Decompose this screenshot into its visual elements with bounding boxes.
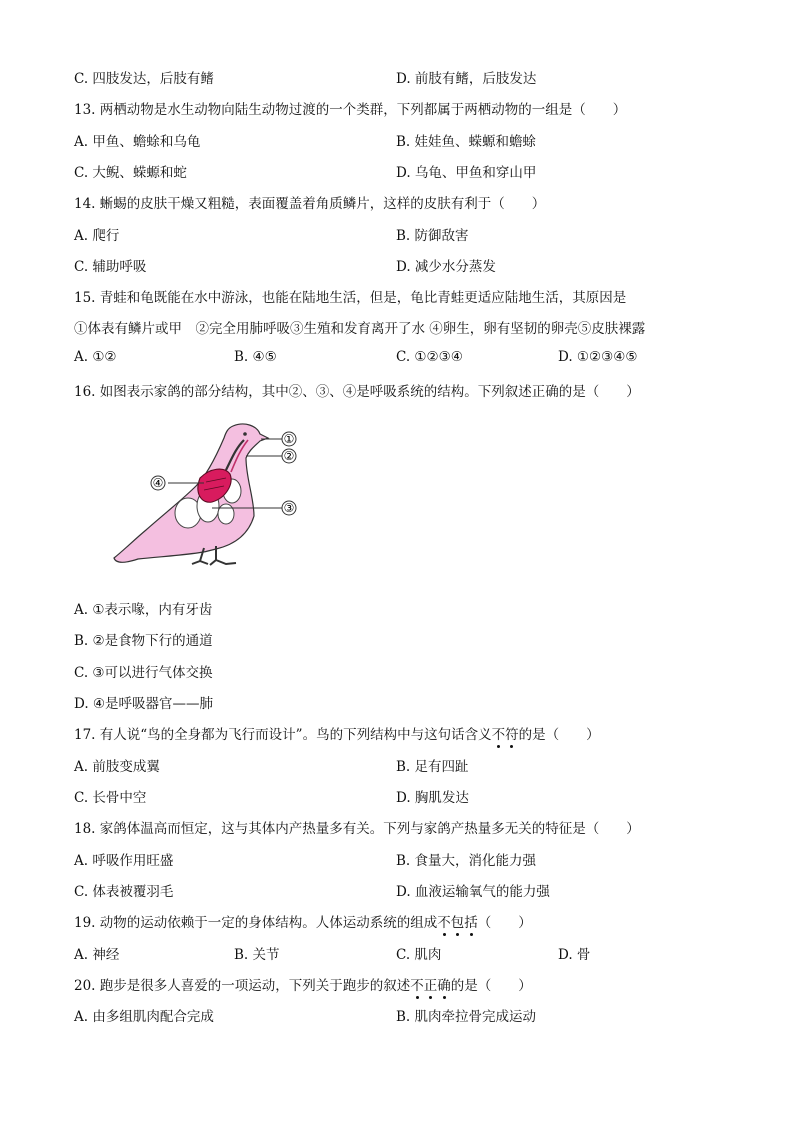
- q15-option-d: D. ①②③④⑤: [558, 349, 638, 365]
- q13-option-b: B. 娃娃鱼、蝾螈和蟾蜍: [396, 134, 537, 150]
- q16-option-b: B. ②是食物下行的通道: [74, 633, 213, 649]
- q15-option-a: A. ①②: [74, 349, 117, 365]
- q16-option-c: C. ③可以进行气体交换: [74, 665, 213, 681]
- q18-option-a: A. 呼吸作用旺盛: [74, 853, 174, 869]
- q15-stem: 15. 青蛙和龟既能在水中游泳，也能在陆地生活，但是，龟比青蛙更适应陆地生活，其原因是: [74, 290, 627, 306]
- q14-option-d: D. 减少水分蒸发: [396, 259, 496, 275]
- pigeon-eye: [243, 432, 247, 436]
- q18-option-d: D. 血液运输氧气的能力强: [396, 884, 550, 900]
- air-sac: [218, 504, 234, 524]
- q19-option-d: D. 骨: [558, 947, 591, 963]
- q13-stem: 13. 两栖动物是水生动物向陆生动物过渡的一个类群，下列都属于两栖动物的一组是（ ）: [74, 102, 627, 118]
- q16-stem: 16. 如图表示家鸽的部分结构，其中②、③、④是呼吸系统的结构。下列叙述正确的是（ ）: [74, 384, 640, 400]
- q12-option-d: D. 前肢有鳍，后肢发达: [396, 71, 537, 87]
- label-4: ④: [152, 476, 164, 490]
- q14-option-a: A. 爬行: [74, 228, 120, 244]
- pigeon-diagram: [108, 418, 308, 570]
- q16-option-d: D. ④是呼吸器官——肺: [74, 696, 214, 712]
- q17-option-a: A. 前肢变成翼: [74, 759, 160, 775]
- q19-stem: 19. 动物的运动依赖于一定的身体结构。人体运动系统的组成不包括（ ）: [74, 915, 532, 931]
- q17-option-b: B. 足有四趾: [396, 759, 469, 775]
- q15-items: ①体表有鳞片或甲 ②完全用肺呼吸③生殖和发育离开了水 ④卵生，卵有坚韧的卵壳⑤皮肤裸露: [74, 321, 646, 337]
- q15-option-b: B. ④⑤: [234, 349, 277, 365]
- q14-option-c: C. 辅助呼吸: [74, 259, 147, 275]
- q20-option-a: A. 由多组肌肉配合完成: [74, 1009, 214, 1025]
- q17-option-c: C. 长骨中空: [74, 790, 147, 806]
- label-1: ①: [283, 432, 295, 446]
- q17-stem: 17. 有人说“鸟的全身都为飞行而设计”。鸟的下列结构中与这句话含义不符的是（ ）: [74, 727, 600, 743]
- q19-option-a: A. 神经: [74, 947, 120, 963]
- q19-option-b: B. 关节: [234, 947, 280, 963]
- q13-option-d: D. 乌龟、甲鱼和穿山甲: [396, 165, 537, 181]
- q20-stem: 20. 跑步是很多人喜爱的一项运动，下列关于跑步的叙述不正确的是（ ）: [74, 978, 532, 994]
- q13-option-a: A. 甲鱼、蟾蜍和乌龟: [74, 134, 201, 150]
- label-2: ②: [283, 449, 295, 463]
- q12-option-c: C. 四肢发达，后肢有鳍: [74, 71, 214, 87]
- label-3: ③: [283, 501, 295, 515]
- q13-option-c: C. 大鲵、蝾螈和蛇: [74, 165, 187, 181]
- q17-option-d: D. 胸肌发达: [396, 790, 469, 806]
- q18-stem: 18. 家鸽体温高而恒定，这与其体内产热量多有关。下列与家鸽产热量多无关的特征是（ ）: [74, 821, 640, 837]
- q14-option-b: B. 防御敌害: [396, 228, 469, 244]
- q18-option-b: B. 食量大，消化能力强: [396, 853, 537, 869]
- q20-option-b: B. 肌肉牵拉骨完成运动: [396, 1009, 537, 1025]
- q16-option-a: A. ①表示喙，内有牙齿: [74, 602, 213, 618]
- q19-option-c: C. 肌肉: [396, 947, 442, 963]
- q18-option-c: C. 体表被覆羽毛: [74, 884, 174, 900]
- q15-option-c: C. ①②③④: [396, 349, 463, 365]
- q14-stem: 14. 蜥蜴的皮肤干燥又粗糙，表面覆盖着角质鳞片，这样的皮肤有利于（ ）: [74, 196, 546, 212]
